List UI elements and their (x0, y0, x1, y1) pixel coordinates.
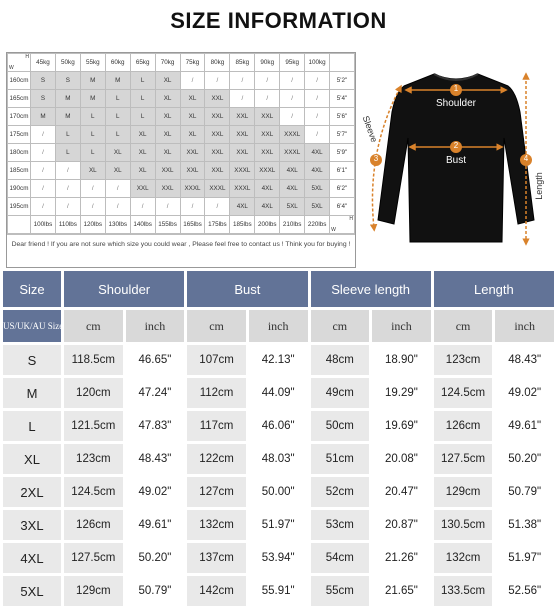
weight-lbs-cell: 185lbs (230, 216, 255, 234)
length-cm-value: 130.5cm (434, 510, 493, 540)
header-length: Length (434, 271, 554, 307)
size-cell: XXL (180, 162, 205, 180)
shoulder-cm-value: 124.5cm (64, 477, 123, 507)
bust-inch-value: 50.00" (249, 477, 308, 507)
shoulder-inch-value: 48.43" (126, 444, 185, 474)
weight-kg-cell: 60kg (105, 54, 130, 72)
sleeve-cm-value: 51cm (311, 444, 370, 474)
bust-inch-value: 51.97" (249, 510, 308, 540)
length-cm-value: 124.5cm (434, 378, 493, 408)
size-row (3, 510, 554, 540)
size-cell: / (180, 198, 205, 216)
weight-kg-cell: 95kg (280, 54, 305, 72)
size-cell: / (55, 198, 80, 216)
size-system-label: US/UK/AU Size (3, 310, 61, 342)
shoulder-inch-value: 50.20" (126, 543, 185, 573)
size-cell: XL (155, 126, 180, 144)
corner-h-label: H (25, 54, 29, 60)
size-cell: XL (180, 108, 205, 126)
size-cell: XL (130, 162, 155, 180)
bust-inch-value: 42.13" (249, 345, 308, 375)
sleeve-inch-value: 18.90" (372, 345, 431, 375)
weight-kg-cell: 55kg (80, 54, 105, 72)
sleeve-inch-value: 19.69" (372, 411, 431, 441)
size-cell: / (230, 90, 255, 108)
size-cell: XL (155, 72, 180, 90)
size-cell: M (80, 72, 105, 90)
size-cell: XXL (155, 162, 180, 180)
sleeve-inch-value: 20.47" (372, 477, 431, 507)
height-cm-cell: 160cm (8, 72, 31, 90)
size-cell: XXXL (280, 144, 305, 162)
weight-lbs-row (8, 216, 355, 234)
height-cm-cell: 180cm (8, 144, 31, 162)
height-row (8, 72, 355, 90)
shoulder-inch-value: 49.02" (126, 477, 185, 507)
size-cell: 4XL (255, 198, 280, 216)
length-inch-value: 52.56" (495, 576, 554, 606)
sleeve-cm-value: 52cm (311, 477, 370, 507)
size-cell: / (305, 108, 330, 126)
height-cm-cell: 170cm (8, 108, 31, 126)
size-cell: / (130, 198, 155, 216)
shoulder-inch-value: 50.79" (126, 576, 185, 606)
size-cell: L (105, 126, 130, 144)
sleeve-cm-value: 48cm (311, 345, 370, 375)
shirt-diagram (358, 52, 553, 268)
weight-lbs-cell: 100lbs (31, 216, 56, 234)
bust-inch-value: 44.09" (249, 378, 308, 408)
size-cell: / (230, 72, 255, 90)
size-cell: / (305, 126, 330, 144)
bust-inch-value: 46.06" (249, 411, 308, 441)
size-cell: 4XL (305, 144, 330, 162)
size-cell: 5XL (305, 198, 330, 216)
weight-kg-cell: 75kg (180, 54, 205, 72)
size-cell: 4XL (280, 180, 305, 198)
size-cell: XL (105, 162, 130, 180)
header-size: Size (3, 271, 61, 307)
unit-inch: inch (249, 310, 308, 342)
weight-lbs-cell: 120lbs (80, 216, 105, 234)
size-cell: XL (180, 90, 205, 108)
size-row (3, 477, 554, 507)
shoulder-inch-value: 49.61" (126, 510, 185, 540)
height-cm-cell: 185cm (8, 162, 31, 180)
size-cell: XL (80, 162, 105, 180)
length-inch-value: 49.02" (495, 378, 554, 408)
shoulder-inch-value: 47.83" (126, 411, 185, 441)
page-title: SIZE INFORMATION (170, 8, 387, 33)
size-cell: L (130, 108, 155, 126)
size-label: XL (3, 444, 61, 474)
size-cell: XXL (255, 144, 280, 162)
height-row (8, 162, 355, 180)
size-cell: L (80, 126, 105, 144)
sleeve-cm-value: 53cm (311, 510, 370, 540)
bust-label: Bust (445, 155, 466, 166)
height-row (8, 90, 355, 108)
height-cm-cell: 175cm (8, 126, 31, 144)
height-ft-cell: 5'2" (330, 72, 355, 90)
unit-inch: inch (126, 310, 185, 342)
weight-lbs-cell: 110lbs (55, 216, 80, 234)
size-cell: L (80, 144, 105, 162)
size-cell: / (31, 162, 56, 180)
size-cell: / (31, 180, 56, 198)
size-cell: S (31, 72, 56, 90)
height-cm-cell: 165cm (8, 90, 31, 108)
size-row (3, 576, 554, 606)
size-cell: XXL (230, 108, 255, 126)
size-row (3, 411, 554, 441)
size-cell: / (105, 180, 130, 198)
weight-kg-cell: 85kg (230, 54, 255, 72)
shoulder-inch-value: 47.24" (126, 378, 185, 408)
size-cell: XXL (230, 144, 255, 162)
length-cm-value: 133.5cm (434, 576, 493, 606)
size-label: 2XL (3, 477, 61, 507)
bust-cm-value: 127cm (187, 477, 246, 507)
corner-h-label: H (349, 216, 353, 222)
bust-inch-value: 53.94" (249, 543, 308, 573)
size-label: 4XL (3, 543, 61, 573)
sleeve-cm-value: 49cm (311, 378, 370, 408)
header-sleeve-length: Sleeve length (311, 271, 431, 307)
size-cell: 4XL (230, 198, 255, 216)
weight-kg-cell: 45kg (31, 54, 56, 72)
sleeve-label: Sleeve (360, 114, 380, 144)
sleeve-inch-value: 19.29" (372, 378, 431, 408)
size-label: 3XL (3, 510, 61, 540)
weight-lbs-cell: 155lbs (155, 216, 180, 234)
sleeve-cm-value: 54cm (311, 543, 370, 573)
shoulder-cm-value: 126cm (64, 510, 123, 540)
size-cell: M (80, 90, 105, 108)
height-row (8, 126, 355, 144)
size-cell: XXL (230, 126, 255, 144)
size-cell: M (31, 108, 56, 126)
size-cell: 4XL (280, 162, 305, 180)
size-cell: / (80, 180, 105, 198)
length-cm-value: 127.5cm (434, 444, 493, 474)
length-inch-value: 50.79" (495, 477, 554, 507)
weight-kg-cell: 50kg (55, 54, 80, 72)
size-cell: L (55, 144, 80, 162)
size-cell: XXXL (280, 126, 305, 144)
header-bust: Bust (187, 271, 307, 307)
unit-cm: cm (434, 310, 493, 342)
size-label: L (3, 411, 61, 441)
header-shoulder: Shoulder (64, 271, 184, 307)
buyer-note: Dear friend ! If you are not sure which size you could wear , Please feel free to contact us ! Think you for buying ! (7, 234, 355, 254)
size-cell: / (55, 180, 80, 198)
height-ft-cell: 6'1" (330, 162, 355, 180)
sleeve-inch-value: 20.87" (372, 510, 431, 540)
unit-row (3, 310, 554, 342)
size-cell: / (255, 72, 280, 90)
weight-lbs-cell: 130lbs (105, 216, 130, 234)
size-cell: 5XL (305, 180, 330, 198)
unit-inch: inch (372, 310, 431, 342)
weight-kg-cell: 100kg (305, 54, 330, 72)
height-row (8, 108, 355, 126)
height-ft-cell: 5'9" (330, 144, 355, 162)
size-cell: XL (105, 144, 130, 162)
height-ft-cell: 5'6" (330, 108, 355, 126)
size-cell: / (31, 126, 56, 144)
size-cell: XL (130, 144, 155, 162)
size-cell: XL (155, 144, 180, 162)
height-weight-table (7, 53, 355, 234)
sleeve-inch-value: 20.08" (372, 444, 431, 474)
size-label: 5XL (3, 576, 61, 606)
size-cell: XL (155, 90, 180, 108)
size-cell: XXL (255, 126, 280, 144)
badge-4: 4 (523, 154, 529, 163)
size-cell: XXXL (230, 162, 255, 180)
size-label: S (3, 345, 61, 375)
bust-inch-value: 55.91" (249, 576, 308, 606)
shoulder-cm-value: 129cm (64, 576, 123, 606)
shoulder-inch-value: 46.65" (126, 345, 185, 375)
size-cell: XXL (180, 144, 205, 162)
header-row (3, 271, 554, 307)
measurement-table (0, 268, 557, 609)
size-cell: XXL (205, 144, 230, 162)
blank-cell (8, 216, 31, 234)
size-cell: XXXL (205, 180, 230, 198)
size-cell: XL (180, 126, 205, 144)
bust-cm-value: 107cm (187, 345, 246, 375)
length-cm-value: 123cm (434, 345, 493, 375)
bust-cm-value: 137cm (187, 543, 246, 573)
length-cm-value: 132cm (434, 543, 493, 573)
size-cell: XXXL (255, 162, 280, 180)
length-inch-value: 51.97" (495, 543, 554, 573)
badge-3: 3 (373, 154, 379, 163)
size-cell: L (105, 108, 130, 126)
length-label: Length (534, 172, 544, 200)
size-cell: L (55, 126, 80, 144)
badge-2: 2 (453, 141, 459, 150)
bust-cm-value: 112cm (187, 378, 246, 408)
weight-lbs-cell: 200lbs (255, 216, 280, 234)
unit-cm: cm (187, 310, 246, 342)
size-cell: XXL (255, 108, 280, 126)
size-cell: / (280, 90, 305, 108)
sleeve-inch-value: 21.26" (372, 543, 431, 573)
length-inch-value: 50.20" (495, 444, 554, 474)
size-cell: L (105, 90, 130, 108)
shoulder-cm-value: 123cm (64, 444, 123, 474)
shoulder-cm-value: 121.5cm (64, 411, 123, 441)
size-cell: XXL (155, 180, 180, 198)
size-cell: XXXL (180, 180, 205, 198)
size-cell: XXL (205, 90, 230, 108)
shoulder-cm-value: 127.5cm (64, 543, 123, 573)
corner-cell (330, 216, 355, 234)
bust-cm-value: 132cm (187, 510, 246, 540)
unit-cm: cm (64, 310, 123, 342)
weight-kg-cell: 65kg (130, 54, 155, 72)
unit-inch: inch (495, 310, 554, 342)
size-guide-grid (6, 52, 356, 268)
length-cm-value: 126cm (434, 411, 493, 441)
height-ft-cell: 6'2" (330, 180, 355, 198)
size-cell: / (31, 144, 56, 162)
size-cell: M (105, 72, 130, 90)
unit-cm: cm (311, 310, 370, 342)
height-ft-cell: 6'4" (330, 198, 355, 216)
size-row (3, 345, 554, 375)
size-cell: / (55, 162, 80, 180)
height-ft-cell: 5'4" (330, 90, 355, 108)
size-cell: XXXL (230, 180, 255, 198)
badge-1: 1 (453, 84, 459, 93)
length-inch-value: 49.61" (495, 411, 554, 441)
size-cell: XL (130, 126, 155, 144)
weight-lbs-cell: 175lbs (205, 216, 230, 234)
size-cell: / (205, 198, 230, 216)
size-cell: / (280, 72, 305, 90)
size-cell: / (31, 198, 56, 216)
size-cell: / (205, 72, 230, 90)
size-cell: / (80, 198, 105, 216)
bust-cm-value: 142cm (187, 576, 246, 606)
size-cell: L (130, 90, 155, 108)
height-row (8, 198, 355, 216)
size-cell: L (130, 72, 155, 90)
size-row (3, 378, 554, 408)
size-cell: XXL (130, 180, 155, 198)
height-row (8, 144, 355, 162)
height-cm-cell: 195cm (8, 198, 31, 216)
size-cell: M (55, 108, 80, 126)
bust-inch-value: 48.03" (249, 444, 308, 474)
bust-cm-value: 117cm (187, 411, 246, 441)
size-row (3, 543, 554, 573)
shoulder-label: Shoulder (435, 98, 477, 109)
weight-kg-cell: 70kg (155, 54, 180, 72)
size-cell: / (280, 108, 305, 126)
weight-kg-cell: 90kg (255, 54, 280, 72)
blank-cell (330, 54, 355, 72)
height-row (8, 180, 355, 198)
size-row (3, 444, 554, 474)
height-ft-cell: 5'7" (330, 126, 355, 144)
weight-lbs-cell: 140lbs (130, 216, 155, 234)
length-inch-value: 51.38" (495, 510, 554, 540)
sleeve-cm-value: 50cm (311, 411, 370, 441)
size-cell: XXL (205, 126, 230, 144)
corner-w-label: W (9, 65, 14, 71)
size-cell: 4XL (305, 162, 330, 180)
sleeve-cm-value: 55cm (311, 576, 370, 606)
size-cell: XXL (205, 162, 230, 180)
size-cell: L (80, 108, 105, 126)
shoulder-cm-value: 118.5cm (64, 345, 123, 375)
bust-cm-value: 122cm (187, 444, 246, 474)
corner-cell (8, 54, 31, 72)
size-cell: / (105, 198, 130, 216)
length-inch-value: 48.43" (495, 345, 554, 375)
size-cell: / (305, 90, 330, 108)
size-cell: 5XL (280, 198, 305, 216)
size-cell: / (305, 72, 330, 90)
size-cell: / (155, 198, 180, 216)
size-cell: S (55, 72, 80, 90)
height-cm-cell: 190cm (8, 180, 31, 198)
size-cell: S (31, 90, 56, 108)
weight-lbs-cell: 165lbs (180, 216, 205, 234)
weight-lbs-cell: 220lbs (305, 216, 330, 234)
size-cell: XL (155, 108, 180, 126)
weight-kg-cell: 80kg (205, 54, 230, 72)
size-label: M (3, 378, 61, 408)
size-cell: XXL (205, 108, 230, 126)
corner-w-label: W (331, 227, 336, 233)
weight-kg-row (8, 54, 355, 72)
length-cm-value: 129cm (434, 477, 493, 507)
size-cell: M (55, 90, 80, 108)
size-cell: / (180, 72, 205, 90)
measurement-chart (0, 268, 557, 599)
weight-lbs-cell: 210lbs (280, 216, 305, 234)
size-cell: / (255, 90, 280, 108)
sleeve-inch-value: 21.65" (372, 576, 431, 606)
size-cell: 4XL (255, 180, 280, 198)
shoulder-cm-value: 120cm (64, 378, 123, 408)
